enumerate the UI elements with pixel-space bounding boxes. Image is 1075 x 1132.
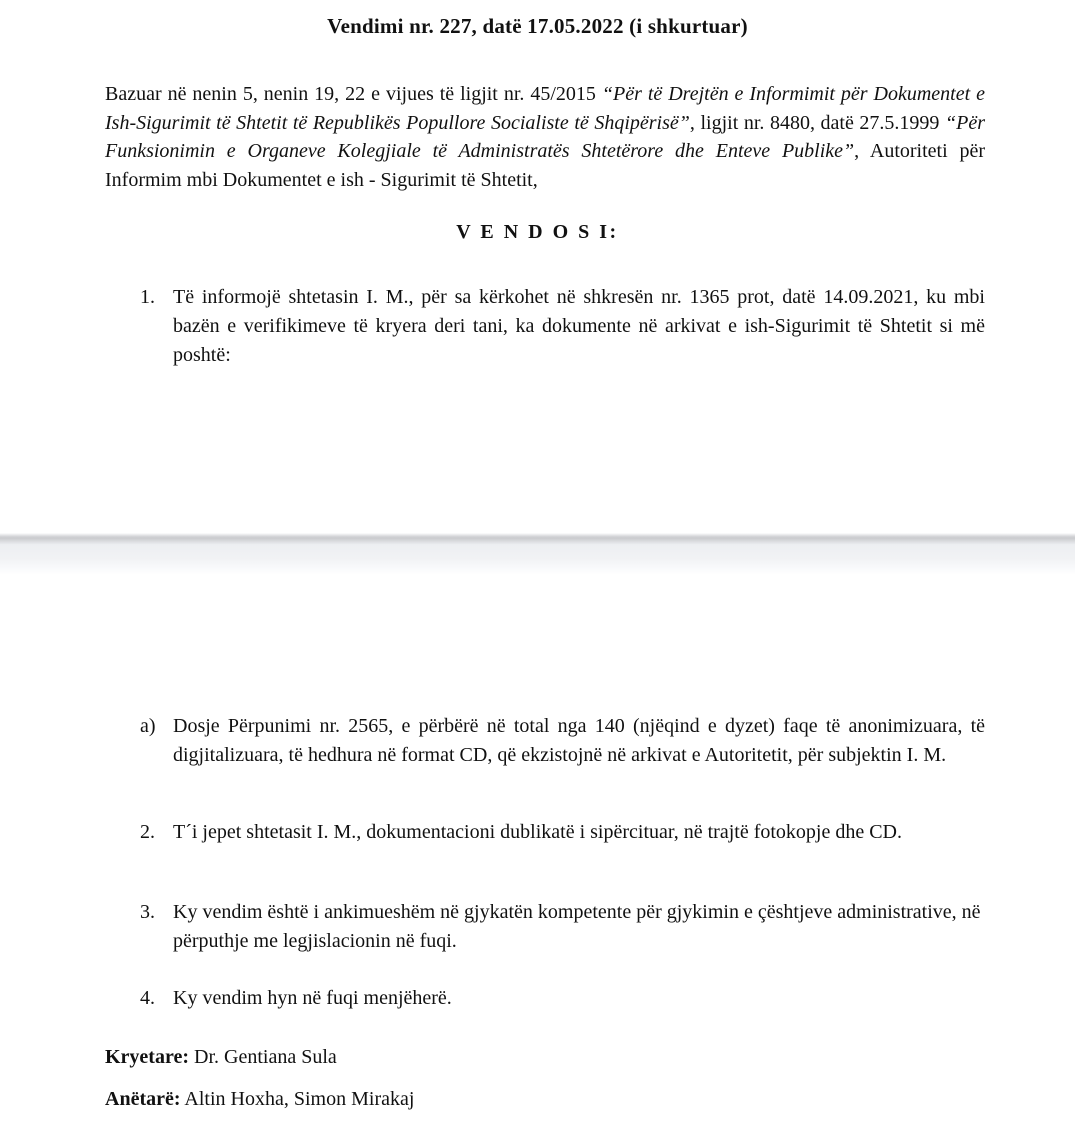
- item-marker: 4.: [140, 987, 155, 1009]
- signature-name: Dr. Gentiana Sula: [189, 1046, 337, 1068]
- signature-name: Altin Hoxha, Simon Mirakaj: [180, 1088, 415, 1110]
- item-marker: 2.: [140, 821, 155, 843]
- decision-item-4: [140, 984, 985, 1013]
- intro-segment: , Autoriteti për Informim mbi Dokumentet e ish - Sigurimit të Shtetit,: [105, 140, 985, 191]
- decision-heading: V E N D O S I:: [456, 221, 619, 243]
- item-marker: 3.: [140, 901, 155, 923]
- item-text: Ky vendim hyn në fuqi menjëherë.: [173, 987, 452, 1009]
- document-title: Vendimi nr. 227, datë 17.05.2022 (i shkurtuar): [327, 14, 748, 38]
- decision-item-3: [140, 898, 985, 956]
- item-text: Të informojë shtetasin I. M., për sa kërkohet në shkresën nr. 1365 prot, datë 14.09.2021, ku mbi bazën e verifikimeve të kryera deri tani, ka dokumente në arkivat e ish-Sigurimit të Shtetit si më poshtë:: [173, 286, 985, 366]
- item-marker: 1.: [140, 286, 155, 308]
- intro-segment: , ligjit nr. 8480, datë 27.5.1999: [689, 111, 945, 134]
- page-separator: [0, 533, 1075, 575]
- decision-item-a: [140, 712, 985, 770]
- decision-item-2: [140, 818, 985, 847]
- signature-chairwoman: [105, 1046, 337, 1069]
- item-text: T´i jepet shtetasit I. M., dokumentacioni dublikatë i sipërcituar, në trajtë fotokopje dhe CD.: [173, 821, 903, 843]
- intro-segment-law-title: “Për Funksionimin e Organeve Kolegjiale të Administratës Shtetërore dhe Enteve Publike”: [105, 111, 985, 163]
- intro-paragraph: [105, 80, 985, 194]
- signature-role: Anëtarë:: [105, 1088, 181, 1110]
- signature-role: Kryetare:: [105, 1046, 190, 1068]
- item-text: Ky vendim është i ankimueshëm në gjykatën kompetente për gjykimin e çështjeve administrative, në përputhje me legjislacionin në fuqi.: [173, 901, 981, 952]
- intro-segment: Bazuar në nenin 5, nenin 19, 22 e vijues të ligjit nr. 45/2015: [105, 83, 602, 105]
- decision-item-1: [140, 283, 985, 370]
- item-marker: a): [140, 715, 156, 737]
- intro-segment-law-title: “Për të Drejtën e Informimit për Dokumentet e Ish-Sigurimit të Shtetit të Republikës Popullore Socialiste të Shqipërisë”: [105, 83, 985, 134]
- signature-members: [105, 1088, 414, 1111]
- item-text: Dosje Përpunimi nr. 2565, e përbërë në total nga 140 (njëqind e dyzet) faqe të anonimizuara, të digjitalizuara, të hedhura në format CD, që ekzistojnë në arkivat e Autoritetit, për subjektin I. M.: [173, 715, 985, 766]
